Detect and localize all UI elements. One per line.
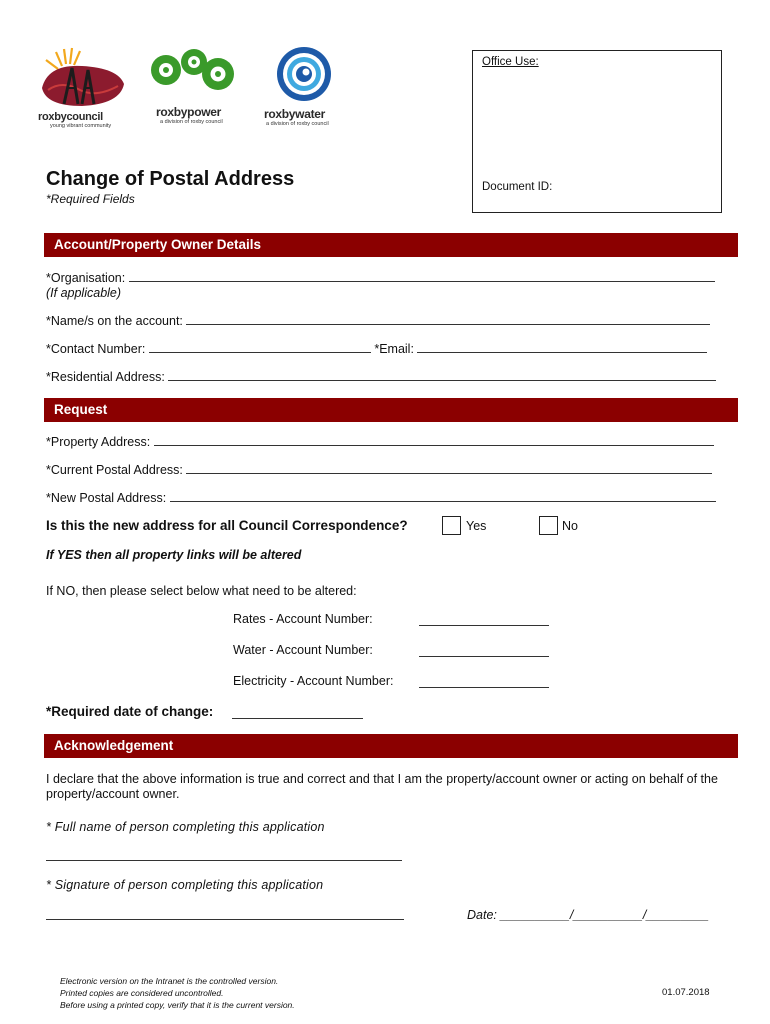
current-postal-field[interactable] [46, 463, 712, 477]
footer-line-2: Printed copies are considered uncontrolled. [60, 988, 224, 998]
rates-account-blank[interactable] [419, 625, 549, 626]
yes-label: Yes [466, 519, 487, 533]
required-fields-note: *Required Fields [46, 192, 135, 206]
residential-label: *Residential Address: [46, 370, 165, 384]
roxby-power-logo [146, 44, 242, 128]
signature-label: * Signature of person completing this application [46, 878, 324, 892]
property-address-blank[interactable] [154, 445, 714, 446]
property-address-label: *Property Address: [46, 435, 151, 449]
yes-note: If YES then all property links will be altered [46, 548, 302, 562]
full-name-label: * Full name of person completing this application [46, 820, 325, 834]
council-emblem-icon [38, 44, 128, 110]
declaration-text: I declare that the above information is true and correct and that I am the property/account owner or acting on behalf of the property/account owner. [46, 772, 718, 801]
electricity-label: Electricity - Account Number: [233, 674, 394, 688]
new-postal-blank[interactable] [170, 501, 716, 502]
document-id-label: Document ID: [482, 181, 553, 193]
water-account-blank[interactable] [419, 656, 549, 657]
correspondence-question: Is this the new address for all Council Correspondence? [46, 518, 408, 533]
section-heading-acknowledgement: Acknowledgement [44, 734, 738, 758]
form-title: Change of Postal Address [46, 168, 295, 190]
signature-blank[interactable] [46, 919, 404, 920]
organisation-field[interactable] [46, 271, 715, 285]
contact-label: *Contact Number: [46, 342, 146, 356]
footer-line-3: Before using a printed copy, verify that it is the current version. [60, 1000, 295, 1010]
residential-field[interactable] [46, 370, 716, 384]
office-use-label: Office Use: [482, 56, 539, 68]
water-logo-tagline: a division of roxby council [266, 121, 329, 127]
no-checkbox[interactable] [539, 516, 558, 535]
current-postal-label: *Current Postal Address: [46, 463, 183, 477]
council-logo-name: roxbycouncil [38, 111, 103, 123]
full-name-blank[interactable] [46, 860, 402, 861]
organisation-hint: (If applicable) [46, 286, 122, 300]
footer-notice [60, 975, 295, 1011]
rates-label: Rates - Account Number: [233, 612, 373, 626]
water-label: Water - Account Number: [233, 643, 373, 657]
names-field[interactable] [46, 314, 710, 328]
new-postal-field[interactable] [46, 491, 716, 505]
date-of-change-label: *Required date of change: [46, 704, 214, 719]
signature-date-field[interactable]: Date: __________/__________/_________ [467, 908, 709, 922]
names-label: *Name/s on the account: [46, 314, 183, 328]
property-address-field[interactable] [46, 435, 714, 449]
roxby-council-logo [38, 44, 128, 128]
section-heading-request: Request [44, 398, 738, 422]
names-blank[interactable] [186, 324, 710, 325]
contact-field[interactable] [46, 342, 707, 356]
section-heading-account: Account/Property Owner Details [44, 233, 738, 257]
new-postal-label: *New Postal Address: [46, 491, 167, 505]
gears-icon [146, 44, 242, 102]
organisation-blank[interactable] [129, 281, 715, 282]
yes-checkbox[interactable] [442, 516, 461, 535]
power-logo-name: roxbypower [156, 105, 222, 119]
organisation-label: *Organisation: [46, 271, 126, 285]
electricity-account-blank[interactable] [419, 687, 549, 688]
council-logo-tagline: young vibrant community [50, 123, 112, 129]
email-blank[interactable] [417, 352, 707, 353]
footer-line-1: Electronic version on the Intranet is the controlled version. [60, 976, 279, 986]
residential-blank[interactable] [168, 380, 716, 381]
power-logo-tagline: a division of roxby council [160, 119, 223, 125]
water-swirl-icon [258, 44, 354, 104]
water-logo-name: roxbywater [264, 107, 326, 121]
email-label: *Email: [374, 342, 414, 356]
contact-blank[interactable] [149, 352, 371, 353]
roxby-water-logo [258, 44, 354, 128]
current-postal-blank[interactable] [186, 473, 712, 474]
date-of-change-blank[interactable] [232, 718, 363, 719]
no-note: If NO, then please select below what need to be altered: [46, 584, 357, 598]
no-label: No [562, 519, 578, 533]
version-date: 01.07.2018 [662, 987, 710, 998]
